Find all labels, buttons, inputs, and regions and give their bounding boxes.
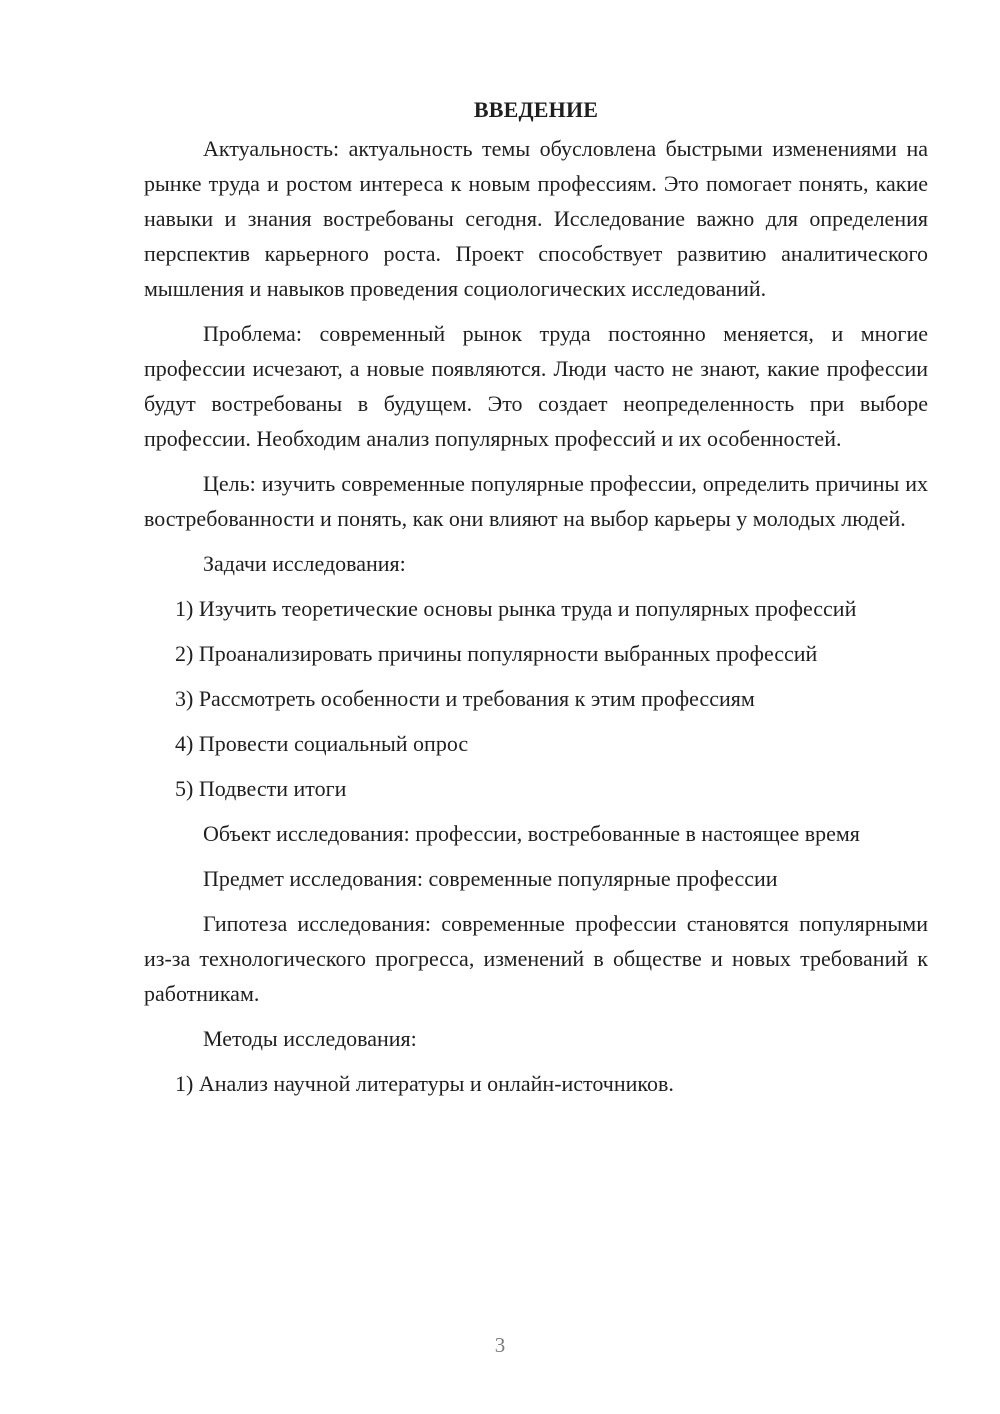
task-item-3: 3) Рассмотреть особенности и требования к этим профессиям bbox=[175, 686, 755, 711]
relevance-paragraph: Актуальность: актуальность темы обусловлена быстрыми изменениями на рынке труда и ростом интереса к новым профессиям. Это помогает понять, какие навыки и знания востребованы сегодня. Исследование важно для определения перспектив карьерного роста. Проект способствует развитию аналитического мышления и навыков проведения социологических исследований. bbox=[144, 136, 928, 301]
document-page bbox=[144, 92, 928, 1101]
goal-paragraph: Цель: изучить современные популярные профессии, определить причины их востребованности и понять, как они влияют на выбор карьеры у молодых людей. bbox=[144, 471, 928, 531]
task-item-2: 2) Проанализировать причины популярности выбранных профессий bbox=[175, 641, 818, 666]
object-paragraph: Объект исследования: профессии, востребованные в настоящее время bbox=[203, 821, 860, 846]
task-item-1: 1) Изучить теоретические основы рынка труда и популярных профессий bbox=[175, 596, 857, 621]
hypothesis-paragraph: Гипотеза исследования: современные профессии становятся популярными из-за технологического прогресса, изменений в обществе и новых требований к работникам. bbox=[144, 911, 928, 1006]
problem-paragraph: Проблема: современный рынок труда постоянно меняется, и многие профессии исчезают, а новые появляются. Люди часто не знают, какие профессии будут востребованы в будущем. Это создает неопределенность при выборе профессии. Необходим анализ популярных профессий и их особенностей. bbox=[144, 321, 928, 451]
section-title: ВВЕДЕНИЕ bbox=[473, 97, 599, 122]
method-item-1: 1) Анализ научной литературы и онлайн-источников. bbox=[175, 1071, 674, 1096]
subject-paragraph: Предмет исследования: современные популярные профессии bbox=[203, 866, 778, 891]
task-item-4: 4) Провести социальный опрос bbox=[175, 731, 469, 756]
methods-heading: Методы исследования: bbox=[203, 1026, 417, 1051]
tasks-heading: Задачи исследования: bbox=[203, 551, 406, 576]
task-item-5: 5) Подвести итоги bbox=[175, 776, 347, 801]
page-number: 3 bbox=[494, 1333, 506, 1357]
